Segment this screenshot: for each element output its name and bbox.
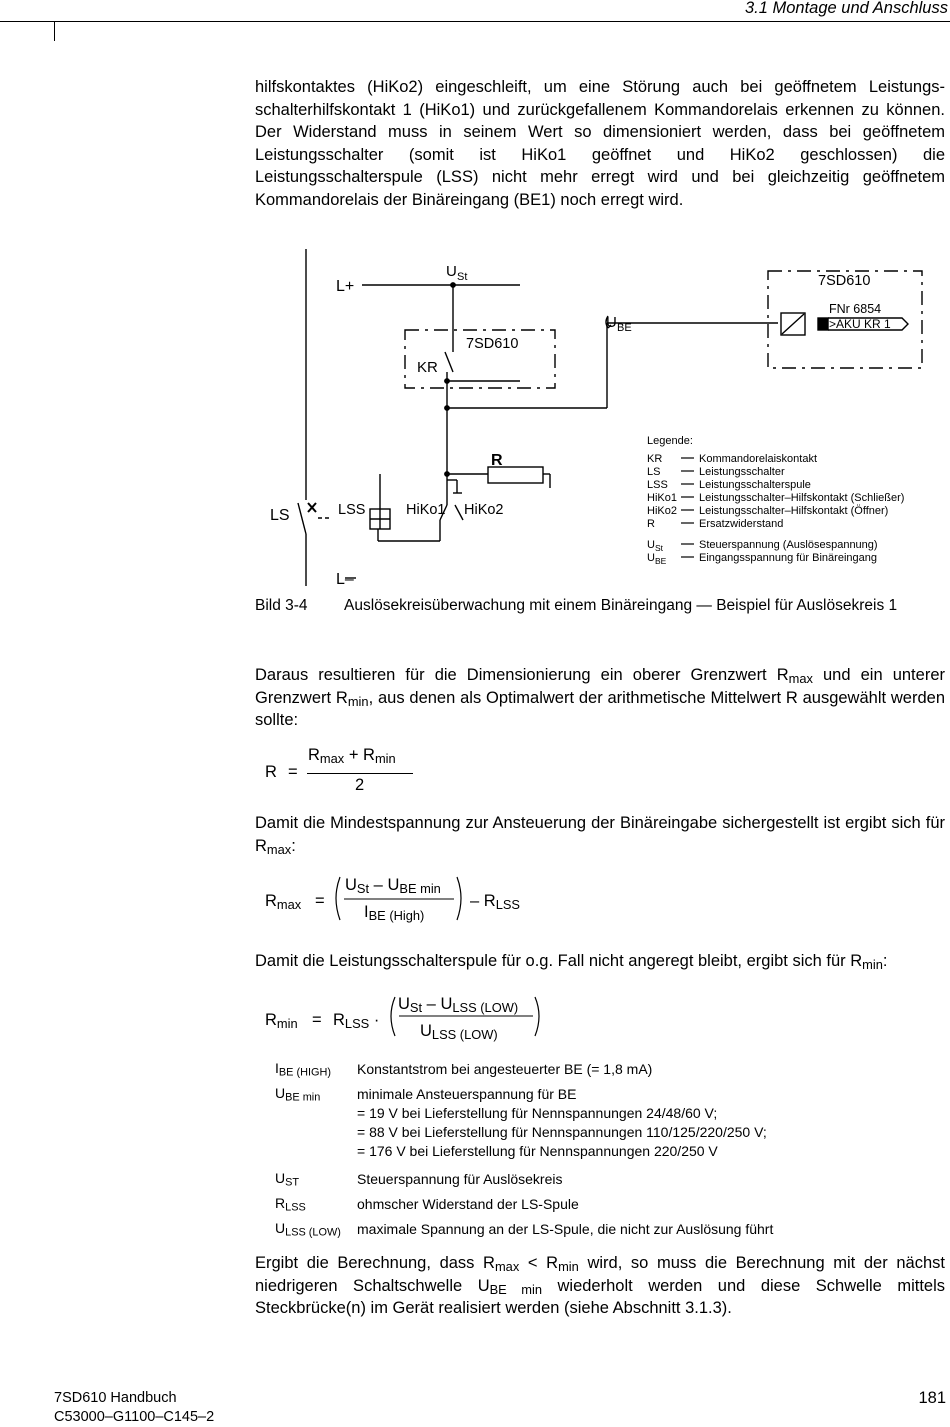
legend-desc: Leistungsschalter–Hilfskontakt (Schließer) — [699, 492, 905, 504]
label-r: R — [491, 452, 503, 469]
legend-desc: Kommandorelaiskontakt — [699, 453, 818, 465]
formula-2-numerator: $U_{St} - U_{BE min}$ — [345, 876, 441, 897]
legend-term: HiKo2 — [647, 505, 677, 517]
formula-3-factor: $R_{LSS}$ · — [333, 1011, 380, 1032]
label-ls: LS — [270, 507, 290, 524]
formula-2-denominator: $I_{BE (High)}$ — [364, 903, 425, 924]
formula-3-lhs: $R_{min}$ — [265, 1011, 298, 1032]
page-number: 181 — [918, 1389, 946, 1407]
legend-term: $U_{BE}$ — [647, 552, 667, 566]
footer-code: C53000–G1100–C145–2 — [54, 1409, 215, 1425]
label-aku: >AKU KR 1 — [829, 317, 891, 331]
definition-term: $U_{ST}$ — [275, 1170, 300, 1189]
legend-desc: Steuerspannung (Auslösespannung) — [699, 539, 878, 551]
hiko2-contact — [455, 505, 463, 520]
formula-2-lhs: $R_{max}$ — [265, 892, 302, 913]
definition-description: Konstantstrom bei angesteuerter BE (= 1,8 mA) — [357, 1061, 653, 1077]
paragraph-1: hilfskontaktes (HiKo2) eingeschleift, um eine Störung auch bei geöffnetem Leistungsschalterhilfskontakt 1 (HiKo1) und zurückgefallenem Kommandorelais erkennen zu können. Der Widerstand muss in seinem Wert so dimensioniert werden, dass bei geöffnetem Leistungsschalter (somit ist HiKo1 geöffnet und HiKo2 geschlossen) die Leistungsschalterspule (LSS) nicht mehr erregt wird und bei gleichzeitig geöffnetem Kommandorelais der Binäreingang (BE1) noch erregt wird. — [255, 78, 945, 209]
legend-term: KR — [647, 453, 663, 465]
formula-1-eq: = — [288, 763, 298, 781]
label-ube: U — [606, 314, 617, 331]
formula-3-numerator: $U_{St} - U_{LSS (LOW)}$ — [398, 995, 519, 1016]
legend-term: HiKo1 — [647, 492, 677, 504]
legend-term: LSS — [647, 479, 668, 491]
figure-number: Bild 3-4 — [255, 597, 308, 614]
figure-caption: Auslösekreisüberwachung mit einem Binäreingang — Beispiel für Auslösekreis 1 — [344, 597, 898, 614]
legend — [647, 453, 904, 566]
legend-desc: Leistungsschalter — [699, 466, 785, 478]
legend-term: R — [647, 518, 655, 530]
definition-term: $I_{BE (HIGH)}$ — [275, 1060, 331, 1079]
paragraph-4: Damit die Leistungsschalterspule für o.g. Fall nicht angeregt bleibt, ergibt sich für $R_{min}$: — [255, 952, 888, 973]
label-hiko2: HiKo2 — [464, 502, 504, 518]
legend-term: LS — [647, 466, 661, 478]
label-ust-sub: St — [457, 271, 468, 283]
formula-2-eq: = — [315, 892, 325, 910]
formula-3-eq: = — [312, 1011, 322, 1029]
definition-description: maximale Spannung an der LS-Spule, die nicht zur Auslösung führt — [357, 1221, 774, 1237]
label-l-minus: L– — [336, 571, 354, 588]
section-title: 3.1 Montage und Anschluss — [744, 0, 948, 17]
legend-desc: Eingangsspannung für Binäreingang — [699, 552, 877, 564]
paragraph-3: Damit die Mindestspannung zur Ansteuerung der Binäreingabe sichergestellt ist ergibt sich für $R_{max}$: — [255, 814, 945, 857]
definition-term: $U_{LSS (LOW)}$ — [275, 1220, 341, 1239]
paragraph-2: Daraus resultieren für die Dimensionierung ein oberer Grenzwert $R_{max}$ und ein unterer Grenzwert $R_{min}$, aus denen als Optimalwert der arithmetische Mittelwert R ausgewählt werden sollte: — [255, 666, 945, 729]
definition-term: $U_{BE min}$ — [275, 1085, 321, 1104]
label-hiko1: HiKo1 — [406, 502, 446, 518]
resistor-r — [488, 467, 543, 483]
circuit-diagram — [0, 0, 950, 600]
definition-description: ohmscher Widerstand der LS-Spule — [357, 1196, 579, 1212]
label-kr: KR — [417, 359, 438, 376]
label-ube-sub: BE — [617, 322, 632, 334]
legend-desc: Ersatzwiderstand — [699, 518, 784, 530]
definition-description: Steuerspannung für Auslösekreis — [357, 1171, 563, 1187]
label-device-right: 7SD610 — [818, 273, 871, 289]
binary-input-block — [818, 318, 828, 330]
formula-3-denominator: $U_{LSS (LOW)}$ — [420, 1022, 498, 1043]
formula-1-lhs: R — [265, 763, 277, 781]
formula-2-tail: – $R_{LSS}$ — [470, 892, 521, 913]
legend-desc: Leistungsschalterspule — [699, 479, 811, 491]
binary-input-slash — [782, 314, 804, 334]
legend-title: Legende: — [647, 435, 693, 447]
label-device-left: 7SD610 — [466, 336, 519, 352]
label-l-plus: L+ — [336, 278, 355, 295]
definition-term: $R_{LSS}$ — [275, 1195, 306, 1214]
legend-desc: Leistungsschalter–Hilfskontakt (Öffner) — [699, 505, 889, 517]
formula-1-bar — [307, 773, 413, 774]
formula-1-numerator: $R_{max} + R_{min}$ — [308, 746, 396, 767]
paragraph-5: Ergibt die Berechnung, dass $R_{max} < R_{min}$ wird, so muss die Berechnung mit der nächst niedrigeren Schaltschwelle $U_{BE min}$ wiederholt werden und diese Schwelle mittels Steckbrücke(n) im Gerät realisiert werden (siehe Abschnitt 3.1.3). — [255, 1254, 945, 1317]
label-fnr: FNr 6854 — [829, 302, 882, 316]
ls-switch-blade — [298, 503, 306, 534]
definition-description: minimale Ansteuerspannung für BE = 19 V bei Lieferstellung für Nennspannungen 24/48/60 V; = 88 V bei Lieferstellung für Nennspannungen 110/125/220/250 V; = 176 V bei Lieferstellung für Nennspannungen 220/250 V — [357, 1086, 767, 1159]
formula-1-denominator: 2 — [355, 776, 365, 794]
footer-manual: 7SD610 Handbuch — [54, 1390, 177, 1406]
label-lss: LSS — [338, 502, 366, 518]
legend-term: $U_{St}$ — [647, 539, 663, 553]
label-ust: U — [446, 263, 457, 280]
kr-contact — [445, 352, 453, 372]
